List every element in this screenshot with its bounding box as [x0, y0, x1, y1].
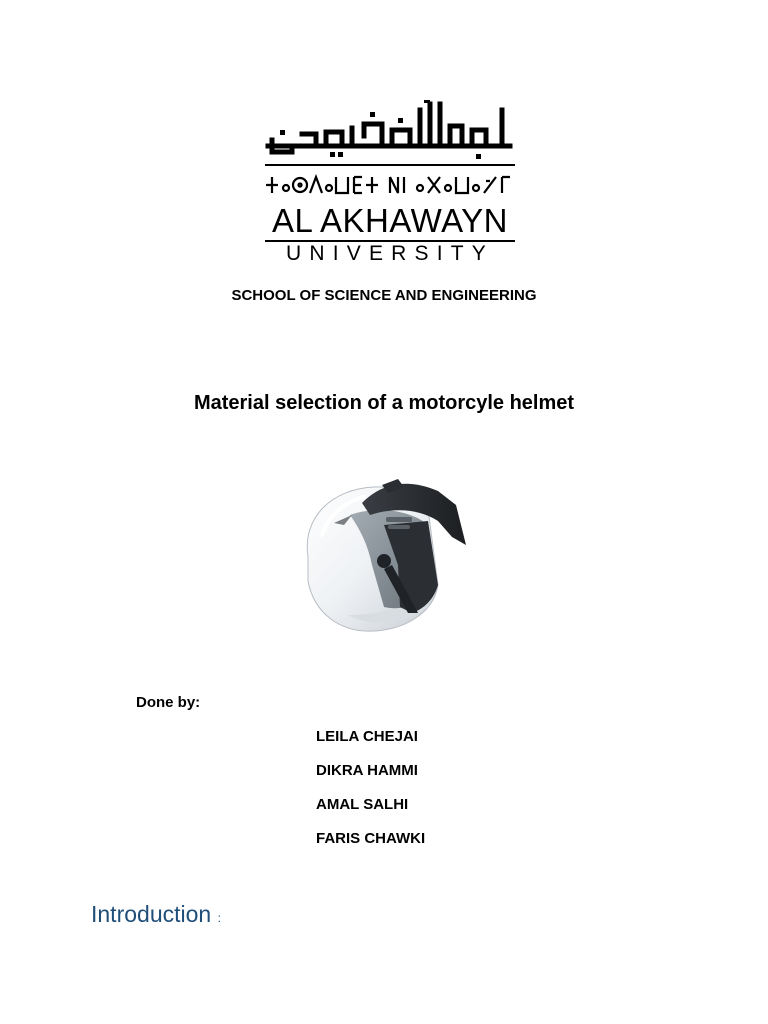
logo-arabic-wordmark: [264, 100, 514, 162]
introduction-heading-colon: :: [217, 911, 221, 925]
author-name: FARIS CHAWKI: [316, 830, 426, 847]
author-name: AMAL SALHI: [316, 796, 409, 813]
author-list: [316, 728, 425, 864]
document-title: Material selection of a motorcyle helmet: [193, 392, 575, 414]
university-logo: [233, 100, 535, 270]
logo-divider: [265, 164, 515, 166]
introduction-heading: [91, 900, 221, 932]
helmet-illustration: [288, 465, 480, 643]
logo-name: AL AKHAWAYN: [272, 202, 508, 239]
school-name: SCHOOL OF SCIENCE AND ENGINEERING: [231, 287, 537, 304]
introduction-heading-text: Introduction: [91, 901, 212, 927]
logo-subname: UNIVERSITY: [285, 242, 495, 265]
author-name: DIKRA HAMMI: [316, 762, 418, 779]
helmet-image: [288, 465, 480, 643]
done-by-label: Done by:: [136, 694, 201, 711]
logo-tifinagh-wordmark: [264, 172, 514, 198]
author-name: LEILA CHEJAI: [316, 728, 418, 745]
